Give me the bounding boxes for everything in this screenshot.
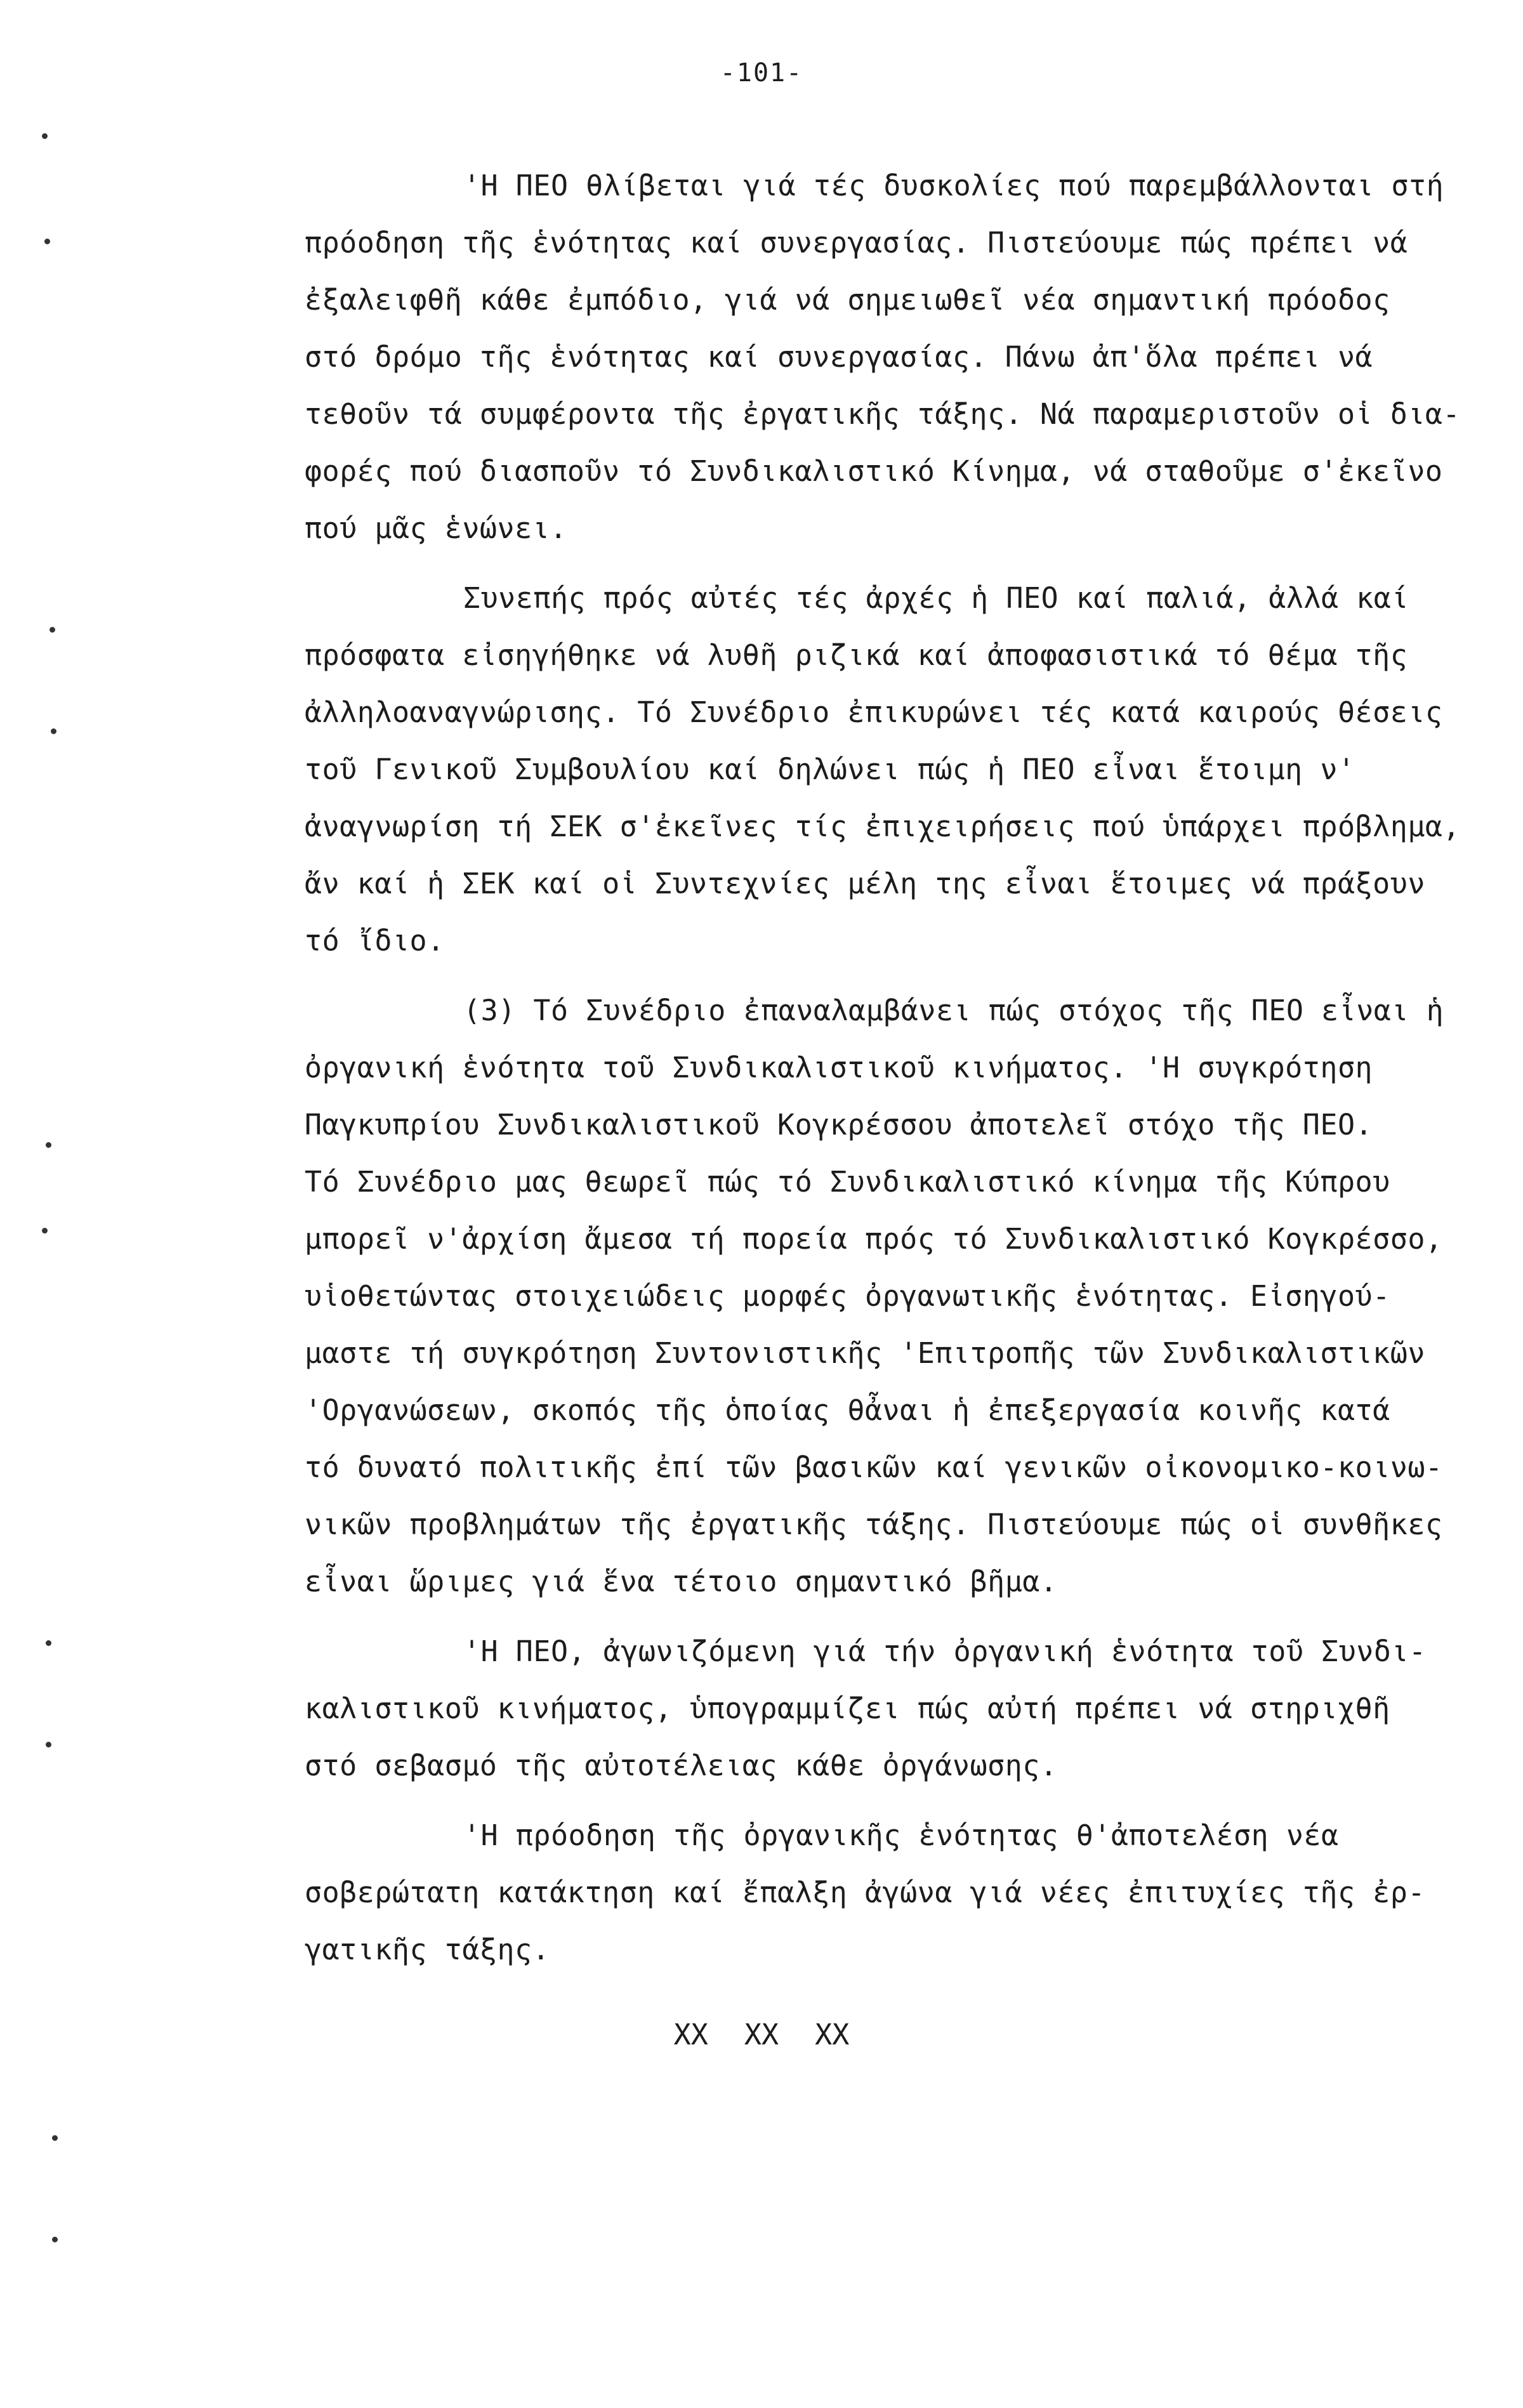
text-line: Συνεπής πρός αὐτές τές ἀρχές ἡ ΠΕΟ καί παλιά, ἀλλά καί [463,581,1409,615]
text-line: σοβερώτατη κατάκτηση καί ἔπαλξη ἀγώνα γιά νέες ἐπιτυχίες τῆς ἐρ- [305,1876,1425,1909]
text-line: τοῦ Γενικοῦ Συμβουλίου καί δηλώνει πώς ἡ ΠΕΟ εἶναι ἕτοιμη ν' [305,753,1355,786]
paragraph-2 [305,570,1461,970]
scan-speck [49,627,55,633]
closing-mark: XX XX XX [673,2018,850,2051]
text-line: στό σεβασμό τῆς αὐτοτέλειας κάθε ὀργάνωσης. [305,1749,1058,1782]
text-line: Παγκυπρίου Συνδικαλιστικοῦ Κογκρέσσου ἀποτελεῖ στόχο τῆς ΠΕΟ. [305,1108,1373,1141]
text-line: πρόοδηση τῆς ἑνότητας καί συνεργασίας. Πιστεύουμε πώς πρέπει νά [305,226,1408,260]
paragraph-3 [305,982,1444,1610]
text-line: στό δρόμο τῆς ἑνότητας καί συνεργασίας. Πάνω ἀπ'ὅλα πρέπει νά [305,340,1373,374]
scan-speck [46,1640,51,1646]
text-line: υἱοθετώντας στοιχειώδεις μορφές ὀργανωτικῆς ἑνότητας. Εἰσηγού- [305,1279,1390,1313]
text-line: γατικῆς τάξης. [305,1933,550,1966]
text-line: πρόσφατα εἰσηγήθηκε νά λυθῆ ριζικά καί ἀποφασιστικά τό θέμα τῆς [305,638,1408,672]
text-line: 'Η πρόοδηση τῆς ὀργανικῆς ἑνότητας θ'ἀποτελέση νέα [463,1819,1339,1852]
text-line: ἀναγνωρίση τή ΣΕΚ σ'ἐκεῖνες τίς ἐπιχειρήσεις πού ὑπάρχει πρόβλημα, [305,810,1461,843]
scan-speck [42,133,48,139]
paragraph-5 [305,1807,1425,1978]
document-body [305,157,1461,1978]
paragraph-1 [305,157,1461,557]
scan-speck [44,239,50,244]
text-line: ὀργανική ἑνότητα τοῦ Συνδικαλιστικοῦ κινήματος. 'Η συγκρότηση [305,1051,1373,1084]
text-line: τό δυνατό πολιτικῆς ἐπί τῶν βασικῶν καί γενικῶν οἰκονομικο-κοινω- [305,1451,1443,1484]
scan-speck [42,1228,48,1234]
scan-speck [51,728,56,734]
scan-speck [52,2237,58,2242]
paragraph-4 [305,1623,1427,1794]
text-line: ἄν καί ἡ ΣΕΚ καί οἱ Συντεχνίες μέλη της εἶναι ἕτοιμες νά πράξουν [305,867,1425,900]
text-line: πού μᾶς ἑνώνει. [305,511,567,545]
text-line: φορές πού διασποῦν τό Συνδικαλιστικό Κίνημα, νά σταθοῦμε σ'ἐκεῖνο [305,454,1443,488]
text-line: 'Η ΠΕΟ θλίβεται γιά τές δυσκολίες πού παρεμβάλλονται στή [463,169,1444,202]
text-line: εἶναι ὥριμες γιά ἕνα τέτοιο σημαντικό βῆμα. [305,1565,1058,1598]
scan-speck [52,2135,58,2141]
text-line: Τό Συνέδριο μας θεωρεῖ πώς τό Συνδικαλιστικό κίνημα τῆς Κύπρου [305,1165,1390,1199]
text-line: τό ἴδιο. [305,924,445,957]
text-line: καλιστικοῦ κινήματος, ὑπογραμμίζει πώς αὐτή πρέπει νά στηριχθῆ [305,1692,1390,1725]
text-line: τεθοῦν τά συμφέροντα τῆς ἐργατικῆς τάξης. Νά παραμεριστοῦν οἱ δια- [305,397,1461,431]
text-line: μπορεῖ ν'ἀρχίση ἄμεσα τή πορεία πρός τό Συνδικαλιστικό Κογκρέσσο, [305,1222,1443,1256]
text-line: 'Η ΠΕΟ, ἀγωνιζόμενη γιά τήν ὀργανική ἑνότητα τοῦ Συνδι- [463,1635,1427,1668]
text-line: νικῶν προβλημάτων τῆς ἐργατικῆς τάξης. Πιστεύουμε πώς οἱ συνθῆκες [305,1508,1443,1541]
text-line: ἀλληλοαναγνώρισης. Τό Συνέδριο ἐπικυρώνει τές κατά καιρούς θέσεις [305,695,1443,729]
text-line: μαστε τή συγκρότηση Συντονιστικῆς 'Επιτροπῆς τῶν Συνδικαλιστικῶν [305,1336,1425,1370]
scan-speck [46,1142,51,1148]
page-number: -101- [720,58,803,88]
text-line: 'Οργανώσεων, σκοπός τῆς ὁποίας θἆναι ἡ ἐπεξεργασία κοινῆς κατά [305,1393,1390,1427]
text-line: ἐξαλειφθῆ κάθε ἐμπόδιο, γιά νά σημειωθεῖ νέα σημαντική πρόοδος [305,283,1390,317]
scan-speck [46,1742,51,1747]
text-line: (3) Τό Συνέδριο ἐπαναλαμβάνει πώς στόχος τῆς ΠΕΟ εἶναι ἡ [463,994,1444,1027]
